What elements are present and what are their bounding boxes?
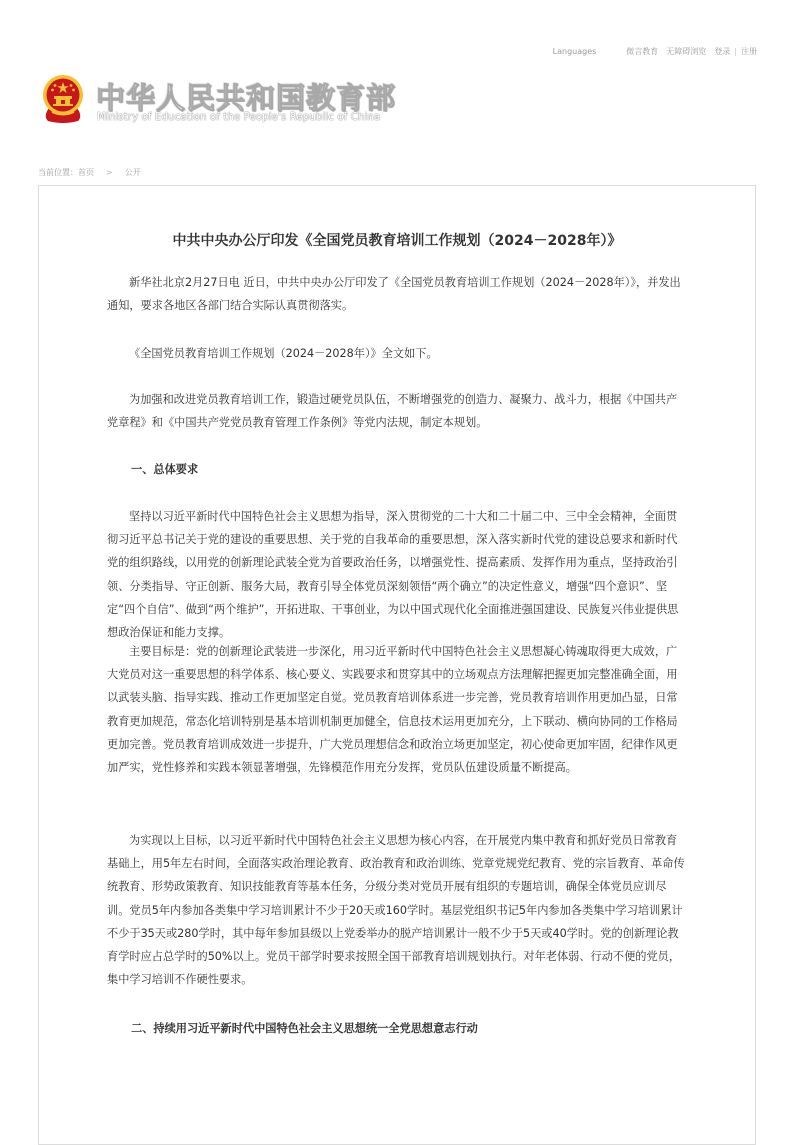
register-link[interactable]: 注册 bbox=[741, 47, 757, 56]
link-divider: | bbox=[734, 47, 737, 56]
article-paragraph: 为实现以上目标，以习近平新时代中国特色社会主义思想为核心内容，在开展党内集中教育和抓好党员日常教育基础上，用5年左右时间，全面落实政治理论教育、政治教育和政治训练、党章党规党纪教育、党的宗旨教育、革命传统教育、形势政策教育、知识技能教育等基本任务，分级分类对党员开展有组织的专题培训，确保全体党员应训尽训。党员5年内参加各类集中学习培训累计不少于20天或160学时。基层党组织书记5年内参加各类集中学习培训累计不少于35天或280学时，其中每年参加县级以上党委举办的脱产培训累计一般不少于5天或40学时。党的创新理论教育学时应占总学时的50%以上。党员干部学时要求按照全国干部教育培训规划执行。对年老体弱、行动不便的党员，集中学习培训不作硬性要求。 bbox=[107, 834, 685, 987]
site-title-cn: 中华人民共和国教育部 bbox=[96, 81, 397, 115]
weiyan-link[interactable]: 微言教育 bbox=[626, 47, 659, 56]
site-title-en: Ministry of Education of the People's Republic of China bbox=[97, 112, 381, 123]
article-title: 中共中央办公厅印发《全国党员教育培训工作规划（2024－2028年）》 bbox=[172, 233, 622, 249]
national-emblem-icon bbox=[40, 72, 86, 124]
article-paragraph: 《全国党员教育培训工作规划（2024－2028年）》全文如下。 bbox=[129, 347, 438, 360]
breadcrumb-prefix: 当前位置： bbox=[38, 168, 78, 177]
login-link[interactable]: 登录 bbox=[714, 47, 731, 56]
article-paragraph: 新华社北京2月27日电 近日，中共中央办公厅印发了《全国党员教育培训工作规划（2024－2028年）》，并发出通知，要求各地区各部门结合实际认真贯彻落实。 bbox=[107, 276, 681, 313]
section-heading: 一、总体要求 bbox=[131, 463, 199, 476]
article-paragraph: 为加强和改进党员教育培训工作，锻造过硬党员队伍，不断增强党的创造力、凝聚力、战斗力，根据《中国共产党章程》和《中国共产党党员教育管理工作条例》等党内法规，制定本规划。 bbox=[107, 393, 678, 430]
chevron-right-icon: > bbox=[106, 168, 113, 177]
breadcrumb-home[interactable]: 首页 bbox=[78, 168, 94, 177]
article-paragraph: 坚持以习近平新时代中国特色社会主义思想为指导，深入贯彻党的二十大和二十届二中、三中全会精神，全面贯彻习近平总书记关于党的建设的重要思想、关于党的自我革命的重要思想，深入落实新时代党的建设总要求和新时代党的组织路线，以用党的创新理论武装全党为首要政治任务，以增强党性、提高素质、发挥作用为重点，坚持政治引领、分类指导、守正创新、服务大局，教育引导全体党员深刻领悟“两个确立”的决定性意义，增强“四个意识”、坚定“四个自信”、做到“两个维护”，开拓进取、干事创业，为以中国式现代化全面推进强国建设、民族复兴伟业提供思想政治保证和能力支撑。 bbox=[107, 510, 679, 640]
accessibility-link[interactable]: 无障碍浏览 bbox=[666, 47, 707, 56]
article-paragraph: 主要目标是：党的创新理论武装进一步深化，用习近平新时代中国特色社会主义思想凝心铸魂取得更大成效，广大党员对这一重要思想的科学体系、核心要义、实践要求和贯穿其中的立场观点方法理解把握更加完整准确全面，用以武装头脑、指导实践、推动工作更加坚定自觉。党员教育培训体系进一步完善，党员教育培训作用更加凸显，日常教育更加规范，常态化培训特别是基本培训机制更加健全，信息技术运用更加充分，上下联动、横向协同的工作格局更加完善。党员教育培训成效进一步提升，广大党员理想信念和政治立场更加坚定，初心使命更加牢固，纪律作风更加严实，党性修养和实践本领显著增强，先锋模范作用充分发挥，党员队伍建设质量不断提高。 bbox=[107, 645, 678, 775]
languages-link[interactable]: Languages bbox=[552, 47, 597, 56]
breadcrumb bbox=[38, 167, 141, 178]
breadcrumb-current[interactable]: 公开 bbox=[124, 168, 141, 177]
section-heading: 二、持续用习近平新时代中国特色社会主义思想统一全党思想意志行动 bbox=[131, 1022, 478, 1035]
top-links bbox=[553, 46, 757, 57]
